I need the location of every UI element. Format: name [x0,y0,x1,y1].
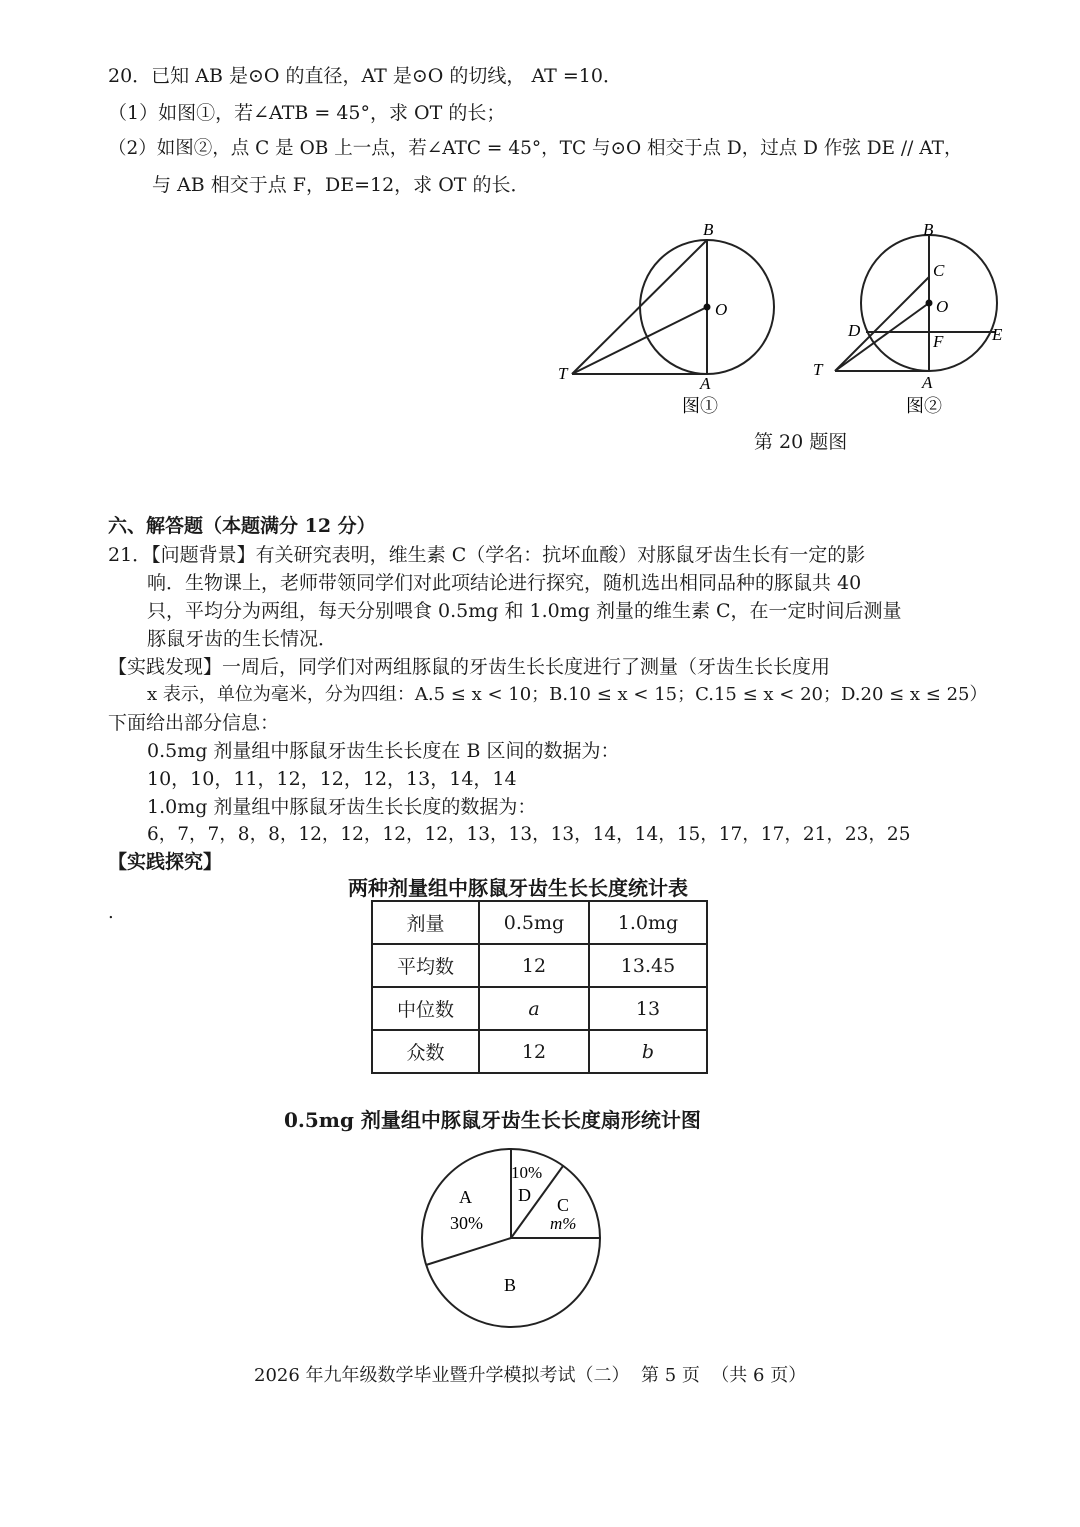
table-header-cell: 剂量 [372,901,479,944]
pie-slice-a-value: 30% [450,1213,483,1233]
section-heading: 六、解答题（本题满分 12 分） [108,515,376,537]
q20-stem: 20．已知 AB 是⊙O 的直径，AT 是⊙O 的切线， AT =10． [108,65,622,87]
q21-info2-label: 1.0mg 剂量组中豚鼠牙齿生长长度的数据为： [147,796,537,818]
q20-part2-line1: （2）如图②，点 C 是 OB 上一点，若∠ATC = 45°，TC 与⊙O 相交于点 D，过点 D 作弦 DE // AT， [108,138,963,159]
q21-practice-line2: x 表示，单位为毫米，分为四组：A.5 ≤ x < 10；B.10 ≤ x < 15；C.15 ≤ x < 20；D.20 ≤ x ≤ 25） [147,684,988,705]
pie-slice-c-value: m% [550,1214,577,1233]
table-title: 两种剂量组中豚鼠牙齿生长长度统计表 [348,876,688,900]
table-cell: 12 [479,944,589,987]
pie-slice-d-label: D [518,1185,531,1205]
fig2-label-o: O [936,297,949,316]
fig2-label-d: D [848,321,861,340]
pie-chart [410,1148,610,1328]
page-footer: 2026 年九年级数学毕业暨升学模拟考试（二） 第 5 页 （共 6 页） [254,1365,807,1386]
figure-1 [550,215,790,425]
q21-explore-heading: 【实践探究】 [108,851,223,873]
figure-2 [805,215,1020,425]
q21-info1-data: 10，10，11，12，12，12，13，14，14 [147,768,517,790]
fig1-label-a: A [700,374,711,393]
fig1-caption: 图① [682,396,718,416]
q21-practice-line1: 【实践发现】一周后，同学们对两组豚鼠的牙齿生长长度进行了测量（牙齿生长长度用 [108,656,831,678]
pie-slice-a-label: A [459,1187,472,1207]
fig1-label-b: B [703,220,714,239]
q20-part1: （1）如图①，若∠ATB = 45°，求 OT 的长； [108,102,506,124]
q21-background-line1: 21．【问题背景】有关研究表明，维生素 C（学名：抗坏血酸）对豚鼠牙齿生长有一定的影 [108,544,866,566]
q21-background-line4: 豚鼠牙齿的生长情况． [147,628,338,650]
fig2-label-a: A [922,373,933,392]
q21-background-line3: 只，平均分为两组，每天分别喂食 0.5mg 和 1.0mg 剂量的维生素 C，在一定时间后测量 [147,600,902,622]
table-row [372,944,707,987]
q21-info1-label: 0.5mg 剂量组中豚鼠牙齿生长长度在 B 区间的数据为： [147,740,620,762]
fig2-label-c: C [933,261,945,280]
fig2-label-b: B [923,220,934,239]
pie-slice-c-label: C [557,1195,570,1215]
q20-part2-line2: 与 AB 相交于点 F，DE=12，求 OT 的长． [152,174,530,196]
fig2-label-e: E [992,325,1003,344]
fig1-label-o: O [715,300,728,319]
q21-info2-data: 6，7，7，8，8，12，12，12，12，13，13，13，14，14，15，17，17，21，23，25 [147,824,911,845]
pie-slice-d-value: 10% [511,1163,543,1182]
stray-mark: . [108,902,114,923]
pie-slice-divider [426,1238,511,1265]
q21-practice-line3: 下面给出部分信息： [108,712,280,734]
fig2-label-t: T [813,360,823,379]
table-cell: a [479,987,589,1030]
fig1-label-t: T [558,364,568,383]
table-cell: 12 [479,1030,589,1073]
pie-slice-b-label: B [504,1275,517,1295]
fig2-caption: 图② [906,396,942,416]
table-cell: b [589,1030,707,1073]
table-row [372,987,707,1030]
fig2-label-f: F [933,332,944,351]
table-cell: 中位数 [372,987,479,1030]
table-cell: 平均数 [372,944,479,987]
stat-table [371,900,708,1074]
table-header-cell: 1.0mg [589,901,707,944]
table-cell: 13.45 [589,944,707,987]
table-cell: 众数 [372,1030,479,1073]
table-cell: 13 [589,987,707,1030]
q20-figure-caption: 第 20 题图 [754,431,848,453]
table-header-cell: 0.5mg [479,901,589,944]
q21-background-line2: 响．生物课上，老师带领同学们对此项结论进行探究，随机选出相同品种的豚鼠共 40 [147,572,862,594]
table-row [372,1030,707,1073]
pie-chart-title: 0.5mg 剂量组中豚鼠牙齿生长长度扇形统计图 [284,1108,701,1132]
table-header-row [372,901,707,944]
